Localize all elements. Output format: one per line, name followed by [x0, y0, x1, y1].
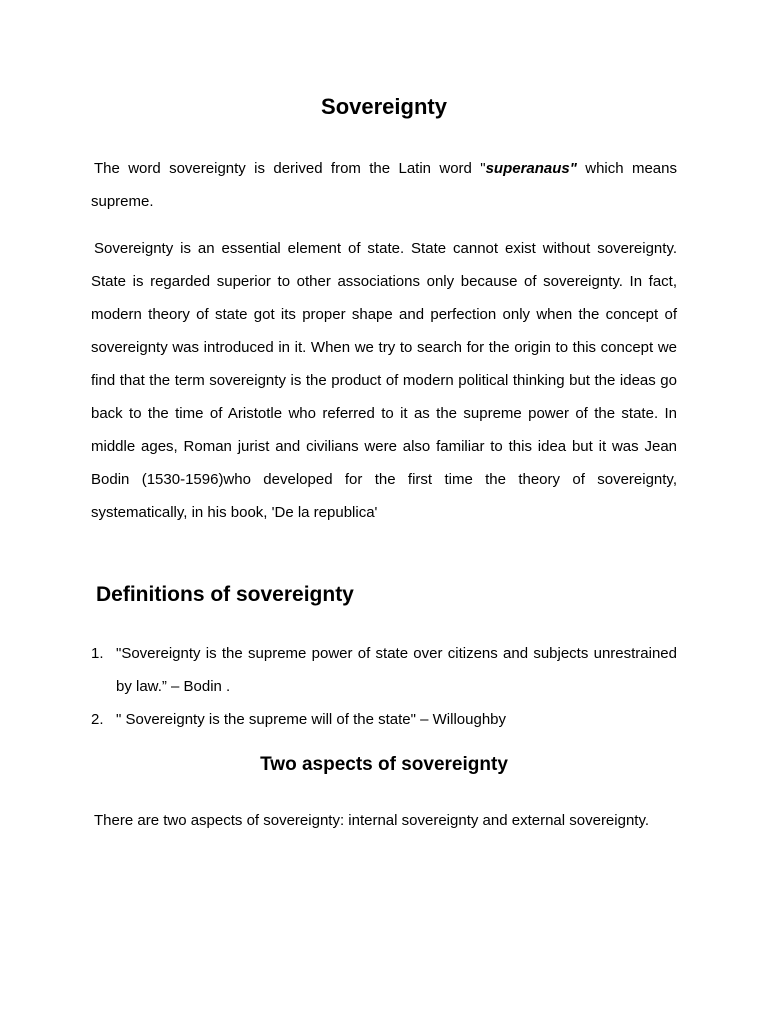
list-item-number: 1. — [91, 645, 104, 662]
page-title: Sovereignty — [321, 94, 447, 119]
list-item-text: " Sovereignty is the supreme will of the state" – Willoughby — [116, 711, 506, 728]
definitions-list — [91, 637, 677, 736]
definitions-heading: Definitions of sovereignty — [96, 583, 354, 606]
main-paragraph — [91, 232, 677, 529]
aspects-heading: Two aspects of sovereignty — [260, 754, 508, 775]
list-item-number: 2. — [91, 711, 104, 728]
intro-text-after: which means supreme. — [91, 160, 677, 210]
main-paragraph-text: Sovereignty is an essential element of state. State cannot exist without sovereignty. State is regarded superior to other associations only because of sovereignty. In fact, modern theory of state got its proper shape and perfection only when the concept of sovereignty was introduced in it. When we try to search for the origin to this concept we find that the term sovereignty is the product of modern political thinking but the ideas go back to the time of Aristotle who referred to it as the supreme power of the state. In middle ages, Roman jurist and civilians were also familiar to this idea but it was Jean Bodin (1530-1596)who developed for the first time the theory of sovereignty, systematically, in his book, 'De la republica' — [91, 240, 677, 521]
intro-text-before: The word sovereignty is derived from the Latin word " — [94, 160, 486, 177]
list-item — [91, 703, 677, 736]
aspects-paragraph-text: There are two aspects of sovereignty: internal sovereignty and external sovereignty. — [94, 812, 650, 829]
intro-paragraph — [91, 152, 677, 218]
list-item-text: "Sovereignty is the supreme power of state over citizens and subjects unrestrained by law.” – Bodin . — [116, 645, 677, 695]
latin-term: superanaus" — [485, 160, 577, 177]
aspects-paragraph — [91, 804, 677, 837]
list-item — [91, 637, 677, 703]
